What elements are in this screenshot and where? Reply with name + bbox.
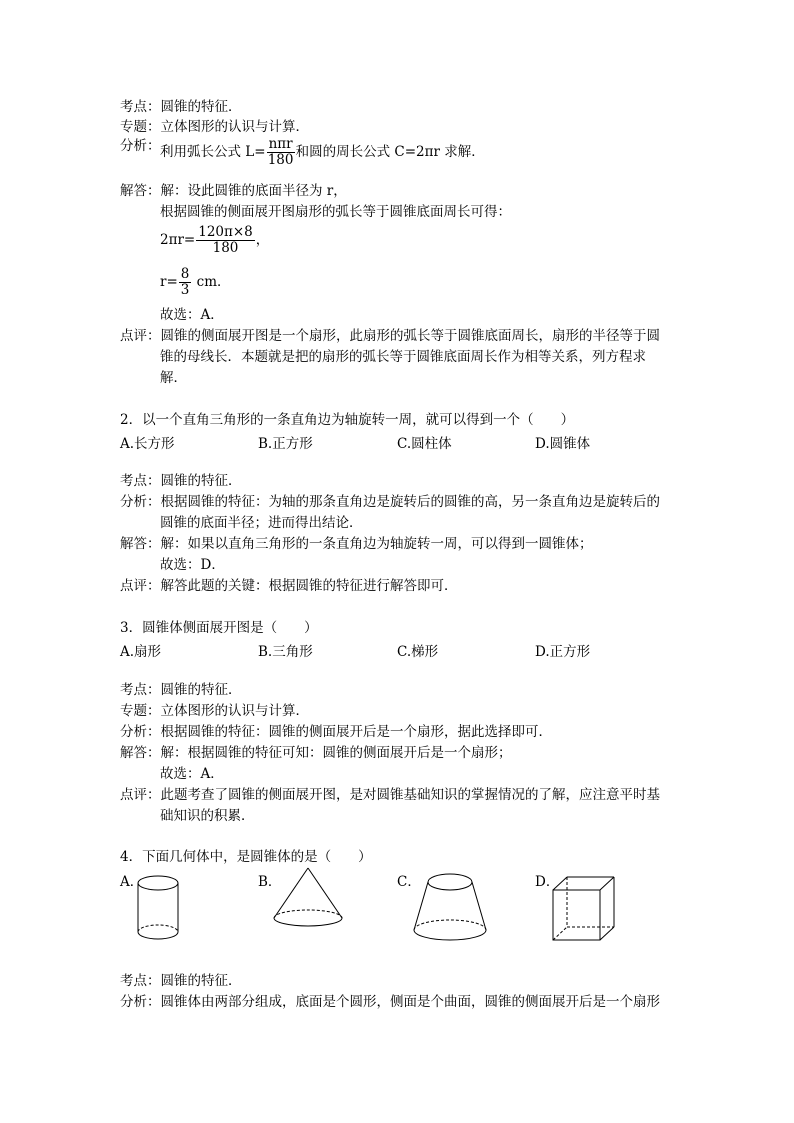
q3-option-d: D.正方形 [535,644,591,660]
q3-dianping-2: 础知识的积累． [160,808,255,824]
jieda-line: 解答：解：设此圆锥的底面半径为 r， [120,183,347,199]
formula-text-b: 和圆的周长公式 C=2πr 求解． [295,144,485,160]
arc-length-formula [160,137,485,168]
dianping-line-2: 锥的母线长．本题就是把的扇形的弧长等于圆锥底面周长作为相等关系，列方程求 [160,349,646,365]
q2-option-d: D.圆锥体 [535,436,591,452]
q4-option-c-label: C． [397,874,421,890]
fraction-numerator: nπr [268,136,293,152]
eq2-unit: cm． [192,274,231,290]
fenxi-label: 分析： [120,138,161,154]
q3-dianping-1: 点评：此题考查了圆锥的侧面展开图，是对圆锥基础知识的掌握情况的了解，应注意平时基 [120,787,660,803]
answer-line: 故选：A． [160,307,224,323]
q2-fenxi-2: 圆锥的底面半径；进而得出结论． [160,515,363,531]
frustum-icon [412,872,488,946]
q2-option-c: C.圆柱体 [397,436,452,452]
q4-kaodian: 考点：圆锥的特征． [120,973,242,989]
question-4-stem: 4．下面几何体中，是圆锥体的是（ ） [120,849,372,865]
q2-dianping: 点评：解答此题的关键：根据圆锥的特征进行解答即可． [120,578,458,594]
q3-kaodian: 考点：圆锥的特征． [120,682,242,698]
q2-fenxi-1: 分析：根据圆锥的特征：为轴的那条直角边是旋转后的圆锥的高，另一条直角边是旋转后的 [120,494,660,510]
fraction-denominator: 180 [267,152,294,168]
question-3-stem: 3．圆锥体侧面展开图是（ ） [120,620,318,636]
eq1-denominator: 180 [212,240,239,256]
eq2-fraction [179,267,192,298]
q3-option-b: B.三角形 [258,644,313,660]
q2-jieda: 解答：解：如果以直角三角形的一条直角边为轴旋转一周，可以得到一圆锥体； [120,536,593,552]
q4-fenxi: 分析：圆锥体由两部分组成，底面是个圆形，侧面是个曲面，圆锥的侧面展开后是一个扇形 [120,994,660,1010]
eq1-lhs: 2πr= [160,232,196,248]
eq2-numerator: 8 [180,266,190,282]
q2-answer: 故选：D． [160,557,225,573]
question-2-stem: 2．以一个直角三角形的一条直角边为轴旋转一周，就可以得到一个（ ） [120,412,575,428]
q2-option-b: B.正方形 [258,436,313,452]
zhuanti-line: 专题：立体图形的认识与计算． [120,119,309,135]
formula-text-a: 利用弧长公式 L= [160,144,266,160]
q3-zhuanti: 专题：立体图形的认识与计算． [120,703,309,719]
eq1-fraction [196,225,255,256]
eq1-comma: ， [255,232,270,248]
cone-icon [272,866,344,932]
formula-fraction [267,137,295,168]
q2-option-a: A.长方形 [120,436,175,452]
q3-answer: 故选：A． [160,766,224,782]
dianping-line-1: 点评：圆锥的侧面展开图是一个扇形，此扇形的弧长等于圆锥底面周长，扇形的半径等于圆 [120,328,660,344]
solution-line: 根据圆锥的侧面展开图扇形的弧长等于圆锥底面周长可得： [160,204,511,220]
q3-option-a: A.扇形 [120,644,162,660]
q3-jieda: 解答：解：根据圆锥的特征可知：圆锥的侧面展开后是一个扇形； [120,745,512,761]
eq2-lhs: r= [160,274,178,290]
q2-kaodian: 考点：圆锥的特征． [120,473,242,489]
cube-icon [552,876,616,942]
q3-option-c: C.梯形 [397,644,439,660]
q3-fenxi: 分析：根据圆锥的特征：圆锥的侧面展开后是一个扇形，据此选择即可． [120,724,552,740]
cylinder-icon [136,874,180,944]
kaodian-line: 考点：圆锥的特征． [120,99,242,115]
eq2-denominator: 3 [180,282,190,298]
q4-option-d-label: D． [535,874,560,890]
dianping-line-3: 解． [160,370,187,386]
fenxi-line [120,138,161,154]
q4-option-b-label: B． [258,874,282,890]
q4-option-a-label: A． [120,874,144,890]
equation-1 [160,225,269,256]
eq1-numerator: 120π×8 [198,224,253,240]
equation-2 [160,267,231,298]
